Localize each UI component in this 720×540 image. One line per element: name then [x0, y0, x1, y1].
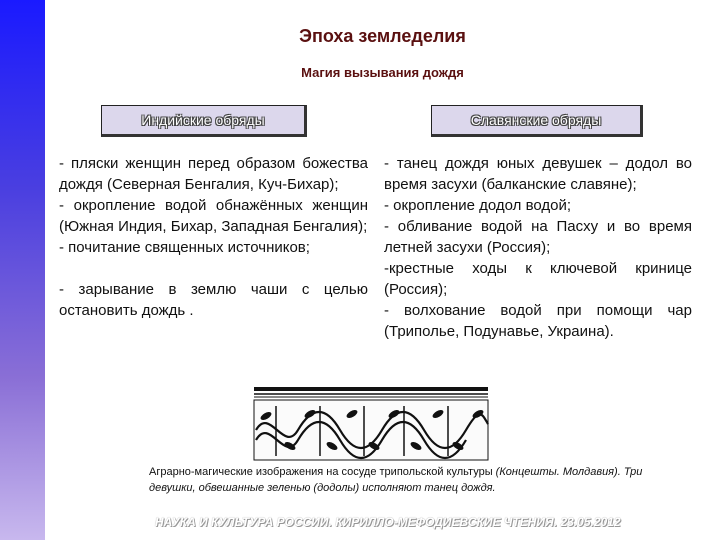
trypillia-vessel-frieze-image — [252, 384, 490, 470]
list-item: -крестные ходы к ключевой кринице (Россия); — [384, 260, 692, 298]
caption-italic-text: (Концешты. Молдавия). Три девушки, обвешанные зеленью (додолы) исполняют танец дождя. — [149, 466, 643, 494]
slavic-rites-list — [384, 153, 692, 342]
indian-rites-header-label: Индийские обряды — [141, 112, 265, 128]
slide-footer: НАУКА И КУЛЬТУРА РОССИИ. КИРИЛЛО-МЕФОДИЕВСКИЕ ЧТЕНИЯ. 23.05.2012 — [155, 515, 621, 529]
list-item: - волхование водой при помощи чар (Триполье, Подунавье, Украина). — [384, 302, 692, 340]
list-item: - обливание водой на Пасху и во время летней засухи (Россия); — [384, 218, 692, 256]
list-item: - пляски женщин перед образом божества дождя (Северная Бенгалия, Куч-Бихар); — [59, 155, 368, 193]
caption-main-text: Аграрно-магические изображения на сосуде трипольской культуры — [149, 466, 496, 478]
indian-rites-header — [101, 105, 307, 137]
slavic-rites-header — [431, 105, 643, 137]
side-accent-bar — [0, 0, 45, 540]
list-item: - почитание священных источников; — [59, 239, 310, 256]
slide-subtitle: Магия вызывания дождя — [301, 65, 464, 80]
list-item: - зарывание в землю чаши с целью остановить дождь . — [59, 281, 368, 319]
slavic-rites-header-label: Славянские обряды — [470, 112, 602, 128]
list-item: - окропление додол водой; — [384, 197, 572, 214]
list-item: - окропление водой обнажённых женщин (Южная Индия, Бихар, Западная Бенгалия); — [59, 197, 368, 235]
list-item: - танец дождя юных девушек – додол во время засухи (балканские славяне); — [384, 155, 692, 193]
slide-title: Эпоха земледелия — [299, 26, 466, 46]
image-caption — [145, 462, 667, 518]
indian-rites-list — [59, 153, 368, 321]
